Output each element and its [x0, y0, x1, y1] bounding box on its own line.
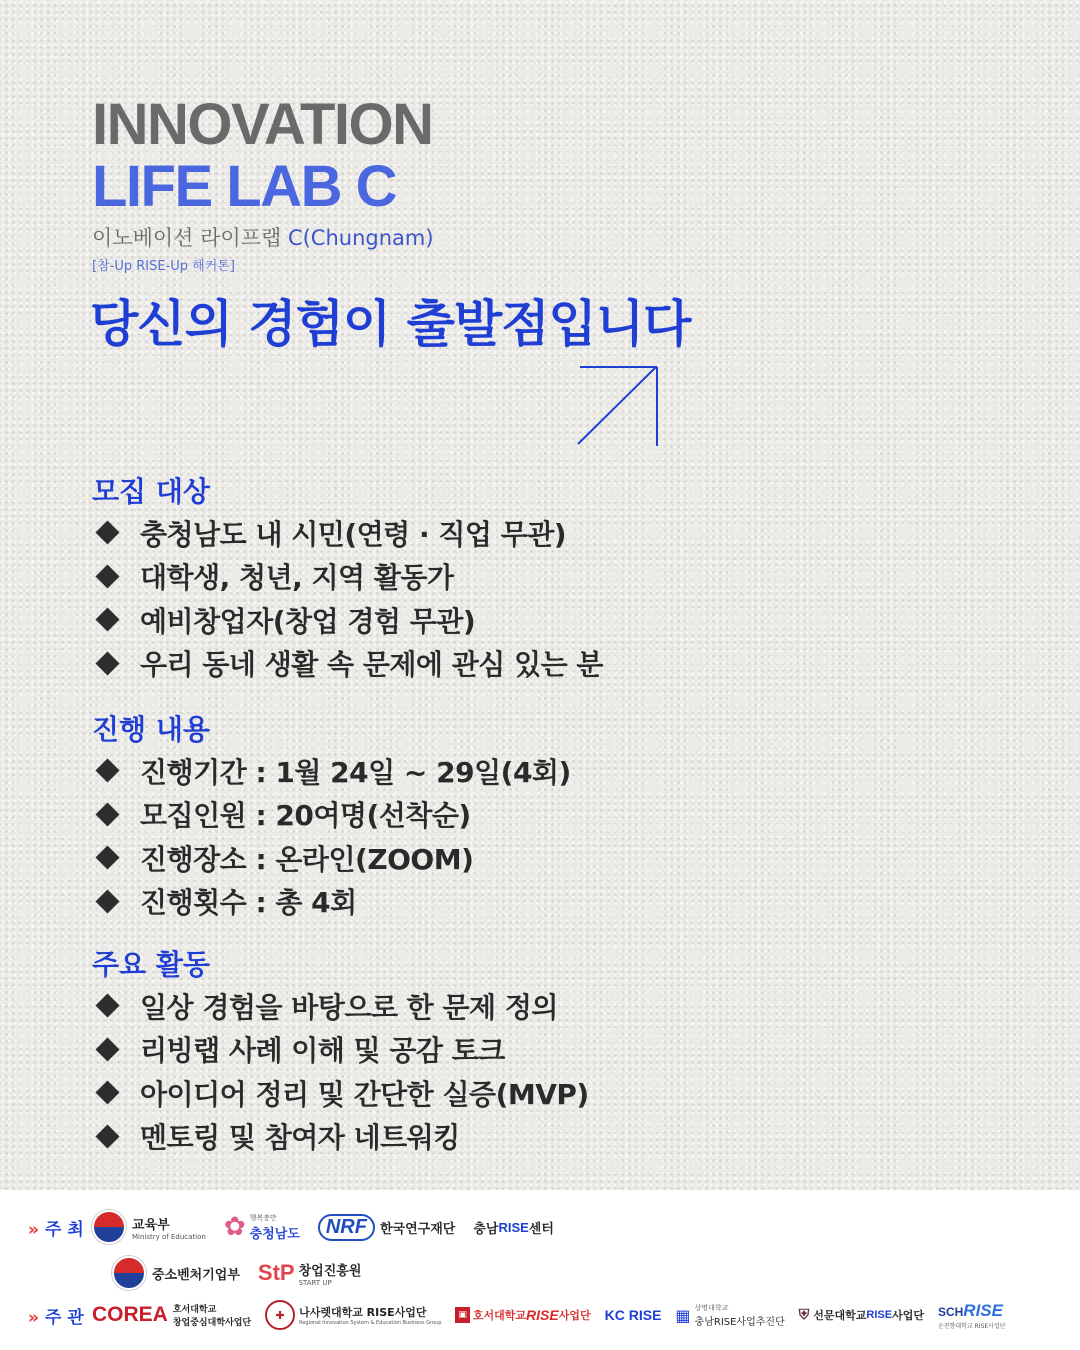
sunmoon-post: 사업단	[892, 1309, 924, 1322]
shield-icon: ⛨	[798, 1307, 810, 1323]
diamond-bullet-icon	[95, 651, 119, 675]
taegeuk-icon	[112, 1256, 146, 1290]
diamond-bullet-icon	[95, 759, 119, 783]
host-label-text: 주 최	[44, 1219, 84, 1240]
hoseo-rise-post: 사업단	[558, 1309, 591, 1322]
cn-small: 행복충만	[249, 1213, 277, 1222]
list-item	[92, 1115, 589, 1159]
sunmoon-logo	[799, 1307, 924, 1323]
sunmoon-mark: RISE	[866, 1309, 893, 1321]
sch-text	[938, 1301, 1006, 1330]
list-item-text: 리빙랩 사례 이해 및 공감 토크	[140, 1034, 505, 1068]
corea-logo	[92, 1302, 251, 1328]
list-item	[92, 1071, 589, 1115]
list-item-text: 진행기간 : 1월 24일 ~ 29일(4회)	[140, 755, 571, 789]
list-item	[92, 642, 603, 686]
flower-icon: ✿	[223, 1212, 246, 1242]
arrow-up-right-icon	[576, 364, 660, 448]
diamond-bullet-icon	[95, 1037, 119, 1061]
nazarene-logo	[265, 1300, 441, 1330]
hoseo-rise-pre: 호서대학교	[472, 1309, 527, 1322]
rise-center-mark: RISE	[498, 1219, 529, 1235]
kised-logo	[258, 1260, 361, 1287]
sch-rise-logo	[938, 1301, 1006, 1330]
seal-icon: ✚	[265, 1300, 295, 1330]
moe-en: Ministry of Education	[132, 1232, 206, 1241]
section-title-program-details: 진행 내용	[92, 713, 210, 746]
recruit-target-list	[92, 511, 603, 685]
sch-mark: SCH	[937, 1304, 964, 1319]
sch-rise-mark: RISE	[963, 1300, 1003, 1320]
kc-rise-text: KC RISE	[604, 1307, 662, 1323]
corea-mark: COREA	[92, 1303, 168, 1326]
kised-text	[299, 1260, 362, 1287]
section-title-recruit-target: 모집 대상	[92, 475, 210, 508]
list-item-text: 진행장소 : 온라인(ZOOM)	[140, 842, 474, 876]
sangmyung-logo	[675, 1303, 784, 1328]
hoseo-line1: 호서대학교	[172, 1305, 217, 1315]
diamond-bullet-icon	[95, 608, 119, 632]
main-activities-list	[92, 984, 589, 1158]
rise-center-post: 센터	[528, 1221, 554, 1237]
nazarene-name: 나사렛대학교 RISE사업단	[299, 1306, 427, 1319]
subtitle-highlight: C(Chungnam)	[287, 226, 434, 250]
rise-center-pre: 충남	[473, 1221, 499, 1237]
moe-text	[132, 1214, 206, 1241]
list-item	[92, 598, 603, 642]
corea-text	[173, 1302, 251, 1328]
subtitle-main: 이노베이션 라이프랩	[92, 226, 288, 250]
nrf-mark: NRF	[318, 1214, 375, 1241]
mss-logo	[112, 1256, 240, 1290]
diamond-bullet-icon	[95, 846, 119, 870]
list-item-text: 일상 경험을 바탕으로 한 문제 정의	[140, 990, 558, 1024]
sangmyung-emblem-icon: ▦	[675, 1305, 691, 1325]
list-item-text: 예비창업자(창업 경험 무관)	[140, 604, 476, 638]
chungnam-logo	[224, 1212, 300, 1242]
sangmyung-name: 충남RISE사업추진단	[694, 1316, 785, 1328]
host-row-2	[0, 1256, 379, 1290]
hoseo-emblem-icon: ▣	[455, 1307, 470, 1323]
taegeuk-icon	[92, 1210, 126, 1244]
diamond-bullet-icon	[95, 802, 119, 826]
chevron-icon: »	[28, 1219, 39, 1240]
list-item-text: 충청남도 내 시민(연령 · 직업 무관)	[140, 517, 567, 551]
section-title-main-activities: 주요 활동	[92, 948, 210, 981]
stp-small: START UP	[298, 1278, 332, 1287]
list-item-text: 아이디어 정리 및 간단한 실증(MVP)	[140, 1077, 589, 1111]
diamond-bullet-icon	[95, 1081, 119, 1105]
hoseo-rise-logo	[455, 1307, 590, 1323]
kc-rise-logo	[605, 1307, 662, 1323]
chevron-icon: »	[28, 1307, 39, 1328]
stp-mark: StP	[257, 1260, 295, 1285]
host-row	[0, 1210, 572, 1244]
list-item-text: 우리 동네 생활 속 문제에 관심 있는 분	[140, 648, 603, 682]
list-item-text: 모집인원 : 20여명(선착순)	[140, 799, 471, 833]
headline: 당신의 경험이 출발점입니다	[90, 295, 691, 353]
host-label	[0, 1215, 92, 1240]
subtitle	[92, 222, 434, 252]
organizer-label-text: 주 관	[44, 1307, 84, 1328]
stp-name: 창업진흥원	[298, 1263, 362, 1279]
footer-logos	[0, 1190, 1080, 1350]
list-item	[92, 836, 571, 880]
moe-name: 교육부	[132, 1217, 170, 1233]
nrf-name: 한국연구재단	[379, 1221, 456, 1237]
mss-name: 중소벤처기업부	[152, 1267, 240, 1283]
moe-logo	[92, 1210, 206, 1244]
sangmyung-text	[695, 1303, 785, 1328]
list-item	[92, 1028, 589, 1072]
organizer-row	[0, 1300, 1006, 1330]
list-item	[92, 984, 589, 1028]
list-item	[92, 880, 571, 924]
sunmoon-pre: 선문대학교	[813, 1309, 867, 1322]
diamond-bullet-icon	[95, 521, 119, 545]
chungnam-rise-center-logo	[473, 1218, 554, 1237]
hoseo-rise-mark: RISE	[526, 1307, 559, 1323]
program-details-list	[92, 749, 571, 923]
diamond-bullet-icon	[95, 889, 119, 913]
list-item-text: 멘토링 및 참여자 네트워킹	[140, 1121, 460, 1155]
title-innovation: INNOVATION	[92, 92, 433, 157]
subtitle-tag: [참-Up RISE-Up 해커톤]	[92, 259, 235, 274]
title-life-lab-c: LIFE LAB C	[92, 154, 396, 219]
list-item-text: 진행횟수 : 총 4회	[140, 886, 357, 920]
list-item-text: 대학생, 청년, 지역 활동가	[140, 561, 454, 595]
nazarene-small: Regional Innovation System & Education Business Group	[299, 1320, 442, 1326]
nrf-logo	[318, 1214, 455, 1241]
diamond-bullet-icon	[95, 1124, 119, 1148]
diamond-bullet-icon	[95, 994, 119, 1018]
sch-small: 순천향대학교 RISE사업단	[937, 1322, 1006, 1330]
list-item	[92, 555, 603, 599]
list-item	[92, 793, 571, 837]
nazarene-text	[299, 1304, 441, 1326]
chungnam-text	[250, 1213, 300, 1242]
list-item	[92, 511, 603, 555]
cn-name: 충청남도	[249, 1226, 300, 1242]
organizer-label	[0, 1303, 92, 1328]
diamond-bullet-icon	[95, 564, 119, 588]
hoseo-line2: 창업중심대학사업단	[172, 1318, 252, 1328]
sangmyung-small: 상명대학교	[694, 1303, 729, 1312]
list-item	[92, 749, 571, 793]
